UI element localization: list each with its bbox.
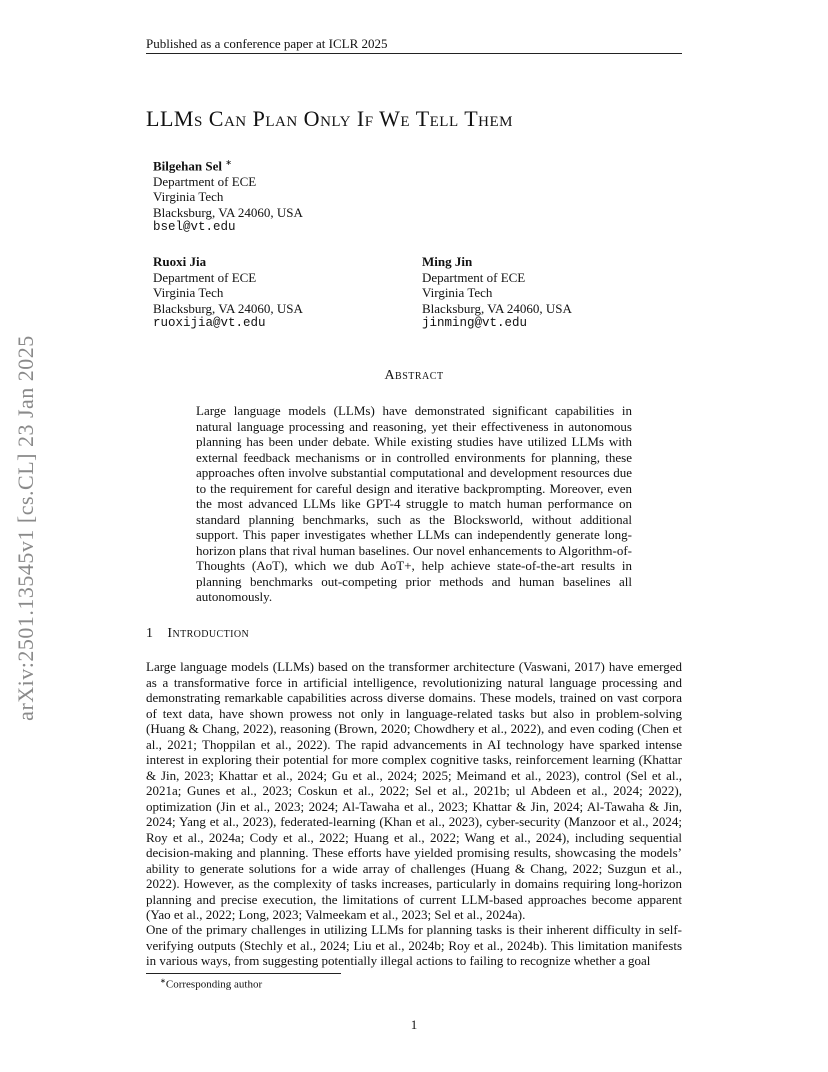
author-email[interactable]: jinming@vt.edu (422, 316, 528, 330)
author-institution: Virginia Tech (422, 285, 493, 300)
paper-title: LLMs Can Plan Only If We Tell Them (146, 106, 513, 131)
author-name: Ming Jin (422, 254, 473, 269)
running-head: Published as a conference paper at ICLR 2025 (146, 36, 388, 51)
intro-paragraph-1: Large language models (LLMs) based on the transformer architecture (Vaswani, 2017) have emerged as a transformative force in artificial intelligence, revolutionizing natural language processing and demonstrating remarkable capabilities across diverse domains. These models, trained on vast corpora of text data, have shown prowess not only in language-related tasks but also in problem-solving (Huang & Chang, 2022), reasoning (Brown, 2020; Chowdhery et al., 2022), and even coding (Chen et al., 2021; Thoppilan et al., 2022). The rapid advancements in AI technology have sparked intense interest in exploring their potential for more complex cognitive tasks, reinforcement learning (Khattar & Jin, 2023; Khattar et al., 2024; Gu et al., 2024; 2025; Meimand et al., 2023), control (Sel et al., 2021a; Gunes et al., 2023; Coskun et al., 2022; Sel et al., 2021b; ul Abdeen et al., 2024; 2022), optimization (Jin et al., 2023; 2024; Al-Tawaha et al., 2023; Khattar & Jin, 2024; Al-Tawaha & Jin, 2024; Yang et al., 2023), federated-learning (Khan et al., 2023), cyber-security (Manzoor et al., 2024; Roy et al., 2024a; Cody et al., 2022; Huang et al., 2022; Wang et al., 2024), including sequential decision-making and planning. These efforts have yielded promising results, showcasing the models’ ability to generate solutions for a wide array of challenges (Huang & Chang, 2022; Suzgun et al., 2022). However, as the complexity of tasks increases, particularly in domains requiring long-horizon planning and precise execution, the limitations of current LLM-based approaches become apparent (Yao et al., 2022; Long, 2023; Valmeekam et al., 2023; Sel et al., 2024a). (146, 659, 682, 922)
footnote (160, 977, 262, 991)
author-block-2 (153, 254, 303, 332)
arxiv-side-identifier (2, 298, 50, 758)
author-department: Department of ECE (422, 269, 526, 285)
footnote-mark: ∗ (160, 977, 166, 985)
author-name: Ruoxi Jia (153, 254, 207, 269)
intro-paragraph-2: One of the primary challenges in utilizing LLMs for planning tasks is their inherent difficulty in self-verifying outputs (Stechly et al., 2024; Liu et al., 2024b; Roy et al., 2024b). This limitation manifests in various ways, from suggesting potentially illegal actions to failing to recognize whether a goal (146, 922, 682, 968)
abstract-heading: Abstract (384, 368, 444, 383)
author-address: Blacksburg, VA 24060, USA (153, 300, 303, 316)
corresponding-author-mark: ∗ (225, 158, 232, 167)
footnote-text: Corresponding author (165, 978, 263, 991)
page-number: 1 (410, 1017, 418, 1032)
author-block-3 (422, 254, 572, 332)
author-name: Bilgehan Sel ∗ (153, 158, 232, 174)
author-address: Blacksburg, VA 24060, USA (422, 300, 572, 316)
section-heading (146, 626, 249, 642)
section-number: 1 (146, 626, 154, 641)
author-department: Department of ECE (153, 173, 257, 189)
arxiv-identifier-text: arXiv:2501.13545v1 [cs.CL] 23 Jan 2025 (13, 335, 38, 721)
author-block-1 (153, 155, 303, 236)
author-department: Department of ECE (153, 269, 257, 285)
author-email[interactable]: bsel@vt.edu (153, 220, 236, 235)
author-institution: Virginia Tech (153, 189, 224, 205)
footnote-rule (146, 973, 341, 974)
section-title: Introduction (167, 626, 250, 641)
header-rule (146, 53, 682, 54)
abstract-body: Large language models (LLMs) have demonstrated significant capabilities in natural language processing and reasoning, yet their effectiveness in autonomous planning has been under debate. While existing studies have utilized LLMs with external feedback mechanisms or in controlled environments for planning, these approaches often involve substantial computational and development resources due to the requirement for careful design and iterative backprompting. Moreover, even the most advanced LLMs like GPT-4 struggle to match human performance on standard planning benchmarks, such as the Blocksworld, without additional support. This paper investigates whether LLMs can independently generate long-horizon plans that rival human baselines. Our novel enhancements to Algorithm-of-Thoughts (AoT), which we dub AoT+, help achieve state-of-the-art results in planning benchmarks out-competing prior methods and human baselines all autonomously. (196, 403, 632, 604)
author-institution: Virginia Tech (153, 285, 224, 300)
author-email[interactable]: ruoxijia@vt.edu (153, 316, 266, 330)
author-address: Blacksburg, VA 24060, USA (153, 204, 303, 220)
